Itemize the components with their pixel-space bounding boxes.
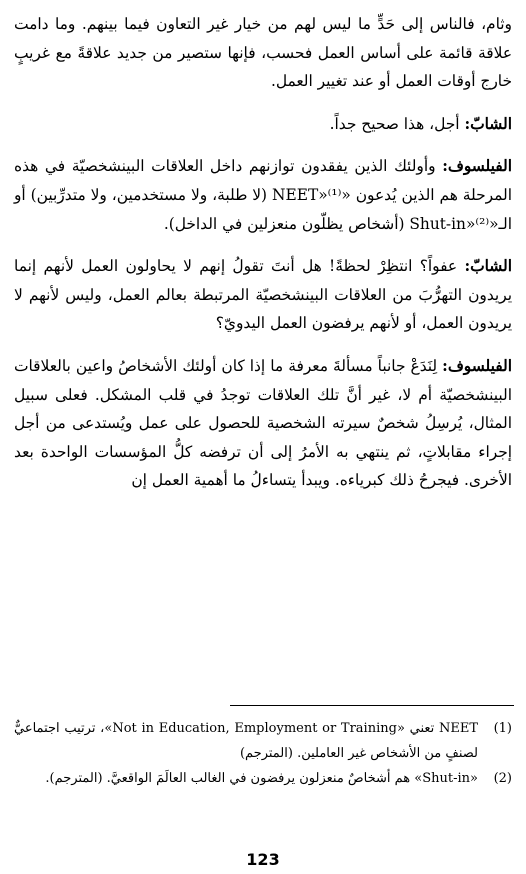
paragraph-1 (14, 10, 512, 96)
paragraph-text: وثام، فالناس إلى حَدٍّ ما ليس لهم من خيار غير التعاون فيما بينهم. وما دامت علاقة قائمة على أساس العمل فحسب، فإنها ستصير من جديد علاقةً مع غريبٍ خارج أوقات العمل أو عند تغيير العمل. (14, 15, 512, 91)
paragraph-2 (14, 110, 512, 139)
footnote-number: (2) (493, 771, 512, 786)
footnote-1 (14, 716, 512, 766)
paragraph-text: عفواً؟ انتظِرْ لحظةً! هل أنتَ تقولُ إنهم لا يحاولون العمل لأنهم إنما يريدون التهرُّبَ من العلاقات البينشخصيّة المرتبطة بعالم العمل، وليس لأنهم لا يريدون العمل، أو لأنهم يرفضون العمل اليدويّ؟ (14, 257, 512, 333)
footnote-2 (14, 766, 512, 791)
speaker-label: الشابّ: (464, 257, 512, 276)
speaker-label: الفيلسوف: (442, 157, 512, 176)
speaker-label: الشابّ: (464, 114, 512, 133)
paragraph-4 (14, 252, 512, 338)
speaker-label: الفيلسوف: (442, 356, 512, 375)
footnote-text: «Shut-in» هم أشخاصٌ منعزلون يرفضون في الغالب العالَمَ الواقعيَّ. (المترجم). (45, 771, 478, 786)
footnote-number: (1) (493, 721, 512, 736)
footnote-text: NEET تعني «Not in Education, Employment or Training»، ترتيب اجتماعيٌّ لصنفٍ من الأشخاص غير العاملين. (المترجم) (14, 721, 478, 761)
paragraph-5 (14, 352, 512, 495)
paragraph-text: لِنَدَعْ جانباً مسألةَ معرفة ما إذا كان أولئك الأشخاصُ واعين بالعلاقات البينشخصيّة أم لا، غير أنَّ تلك العلاقات توجدُ في قلب المشكل. فعلى سبيل المثال، يُرسِلُ شخصٌ سيرته الشخصية للحصول على عمل ويُستدعى من أجل إجراء مقابلاتٍ، ثم ينتهي به الأمرُ إلى أن ترفضه كلُّ المؤسسات الواحدة بعد الأخرى. فيجرحُ ذلك كبرياءه. ويبدأ يتساءلُ ما أهمية العمل إن (14, 356, 512, 490)
footnote-divider (230, 705, 514, 706)
page-number: 123 (246, 850, 280, 869)
footnotes (14, 716, 512, 791)
paragraph-3 (14, 152, 512, 238)
paragraph-text: وأولئك الذين يفقدون توازنهم داخل العلاقات البينشخصيّة في هذه المرحلة هم الذين يُدعون «NEET»⁽¹⁾ (لا طلبة، ولا مستخدمين، ولا متدرِّبين) أو الـ«Shut-in»⁽²⁾ (أشخاص يظلّون منعزلين في الداخل). (14, 157, 512, 233)
paragraph-text: أجل، هذا صحيح جداً. (329, 114, 460, 133)
